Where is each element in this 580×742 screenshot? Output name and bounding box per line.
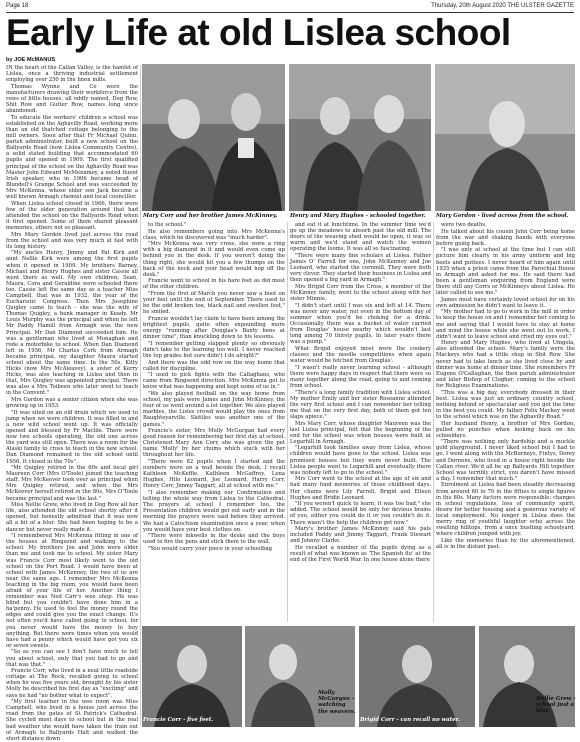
caption-top-right: Mary Gordon - lived across from the school. [436,213,569,219]
article-paragraph: Mary's brother James McKinney said his pals included Paddy and Jimmy Taggart, Frank Stewart and Johnny Clarke. [290,526,431,545]
caption-bottom-3: Brigid Corr - can recall no water. [360,717,460,723]
article-paragraph: "My uncles Henry, Jimmy and Pat Kirk and aunt Nellie Kirk were among the first pupils when it opened in 1909. My brothers Barney, Michael and Henry Hughes and sister Cassie all went there as well. My own children, Sean, Maura, Cora and Geraldine were schooled there too. Cassie left the same day as a teacher Miss Campbell, that was in 1932, the year of the Eucharistic Congress. Then Mrs Josephine Quigley came to teach - she was the wife of Thomas Quigley, a bank manager in Keady. Mr Louis Murphy was the principal and when he left Mr Paddy Hamill from Armagh was the new Principal. Mr Dan Diamond succeeded him. He was a gentleman who lived at Monaghan and rode a motorbike to school. When Dan Diamond left in 1956, Mr Charles Cork from Armagh became principal, my daughter Maura started school about the same time. In the 50s, Kitty Hicks (now Mrs McAleavey), a sister of Kerry Hicks, was also teaching in Lislea and then in that, Mrs Quigley was appointed principal. There was also a Mrs Toibeen who later went to teach in the Convent." [6,250,138,397]
article-paragraph: "I used to pick fights with the Callaghans, who came from Ringsend direction. Mrs McKenna got to know what was happening and kept some of us in." [143,372,285,391]
article-paragraph: He talked about his cousin John Corr being home from the war and shaking hands with everyone before going back. [436,228,575,247]
article-paragraph: Francie went to school in his bare feet as did most of the other children. [143,278,285,291]
article-paragraph: were two deaths. [441,222,487,228]
article-paragraph: "So as you can see I don't have much to tell you about school, only that you had to go and that was that." [6,649,138,668]
photo-francie-corr [142,626,242,727]
article-paragraph: "I was only at school at the time but I can still picture him clearly in his army uniform and big boots and puttees. I never heard of him again until 1935 when a priest came from the Parochial House in Armagh and asked for me. He said there had been a gentleman enquiring from England were there still any Corrs or McKinneys about Lislea. He later called to see me." [436,247,575,297]
article-paragraph: When Lislea school closed in 1966, there were few of the older generation around that had attended the school on the Ballyards Road when it first opened. Some of them shared pleasant memories, others not so pleasant. [6,200,138,231]
caption-top-middle: Henry and Mary Hughes - schooled together. [290,213,426,219]
article-column-4 [436,222,575,622]
article-paragraph: "My mother had to go to work in the mill in order to keep the house on and I remember her coming to me and saying that I would have to stay at home and mind the house while she went out to work. I didn't want to leave school and cried my eyes out." [436,309,575,340]
article-paragraph: IN the heart of the Callan Valley, is the hamlet of Lislea, once a thriving industrial settlement employing over 250 in the linen mills. [6,65,138,84]
article-paragraph: "There were 82 pupils when I started and the numbers were on a wall beside the desk. I recall Kathleen McKeffie, Kathleen McGaffrey, Lena Hughes, Hilo Leonard, Joe Leonard, Harry Corr, Henry Corr, Jimmy Taggart, all at school with me." [143,459,285,490]
article-paragraph: Francie's sister, Mrs Molly McGurgan had every good reason for remembering her first day at school. Christened Mary Ann Corr, she was given the pet name 'Molly' by her chums which stuck with her throughout her life. [143,428,285,459]
article-paragraph: Mrs Brigid Corr from the Cross, a member of the McKinney family, went to the school along with her sister Minnie. [290,283,431,303]
article-column-2 [143,222,285,622]
article-paragraph: "I remembered Mrs McKenna fitting in one of the houses at Ringsend and walking to the school. My brothers Joe and John were older than me and took me to school. My sister Mary was Francis Corr most likely went to the old school on the Port Road. I would have been at school with James McKenney, the two of us are near the same age. I remember Mrs McKenna teaching in the big room, you would have been afraid of your life of her. Another thing I remember was Ned Carr's wee shop. He was blind but you couldn't have done him in a ha'penny. He used to feel the money round the edges and could give you the exact change. It's not often you'd have called going to school, for you never would have the money to buy anything. But there were times when you would have had a penny which would have got you six or seven sweets. [6,533,138,649]
article-column-3 [290,222,431,622]
article-paragraph: "We also played football on the way home from school, my pals were James and John McKinney, the four of us went around a lot together. We also played marbles, the Lisles crowd would play the ones from Baughteyarville. Skittles was another one of the games." [143,391,285,428]
article-paragraph: "There were inkwells in the desks and the boys used to fire the pens and stick them to the wall. [143,533,285,546]
photo-henry-mary-hughes [289,64,431,211]
headline: Early Life at old Lislea school [6,12,511,53]
article-paragraph: "Legarhill took families away from Lislea, whose children would have gone to the school. Lislea was promised houses but they were never built. The Lislea people went to Legarhill and eventually there was nobody left to go to the school." [290,445,431,476]
article-paragraph: He recalled a number of the pupils dying as a result of what was known as 'The Spanish flu' at the end of the First World War. In one house alone there [290,544,431,564]
article-paragraph: Henry and Mary Hughes, who lived at Umgola, also attended the school. Mary's family were the Mackeys who had a little shop in Shit Row. She never had to take lunch as she lived close by and dinner was home at dinner time. She remembers Fr Eugene O'Callaghan, the then parish administrator and later Bishop of Clogher, coming to the school for Religious Examinations. [436,340,575,389]
page-header [6,3,574,12]
article-paragraph: He also remembers going into Mrs McKenna's class, which he discovered was "much harder". [143,228,285,241]
article-paragraph: Mrs Mary Gordon lived just across the road from the school and was very much at fast with its long history. [6,231,138,250]
article-paragraph: Mrs Corr went to the school at the age of six and had many fond memories of those childhood days. Her chums were Lily Farrell, Brigid and Eileen Hughes and Bridie Leonard. [290,476,431,501]
article-paragraph: Mrs Gordon was a senior citizen when she was growing up in 1953. [6,397,138,410]
article-paragraph: And there was the odd row on the way home that called for discipline. [143,359,285,372]
photo-mary-gordon [435,64,575,211]
article-paragraph: James must have certainly loved school for on his own admission he didn't want to leave it. [436,296,575,309]
issue-info: Thursday, 20th August 2020 THE ULSTER GAZETTE [431,3,574,9]
article-paragraph: What Brigid enjoyed most were the cookery classes and the needle competitions when again water would be fetched from Douglas'. [290,345,431,365]
article-paragraph: "If you weren't quick to learn, it was too bad," she added. The school would be only for devious brains of you, either you could do it or you couldn't do it. There wasn't the help the children get now." [290,501,431,526]
article-paragraph: to the school." [148,222,187,228]
article-paragraph: "Mrs McKenna was very cross, she wore a ring with a big diamond in it and would even come up behind you in the desk. If you weren't doing the thing right, she would hit you a few thumps on the back of the neck and your head would hop off the desk." [143,241,285,278]
article-paragraph: "There were many fine scholars at Lislea. Father James O' Farrell for one, John McKenney and Joe Leonard, who started the cornmill. They were both very clever. They started their business in Lislea and then opened a big yard in Armagh." [290,252,431,284]
article-paragraph: Francie wouldn't lay claim to have been among the brightest pupils, quite often expounding more energy "running after Douglas's Banty hens at dinner time", than knuckling down to his lessons. [143,315,285,341]
article-paragraph: Her husband Henry, a brother of Mrs Gordon, pulled no punches when looking back on his schooldays. [436,420,575,439]
caption-top-left: Mary Corr and her brother James McKinney. [143,213,278,219]
column-rule [140,65,141,725]
article-paragraph: "I remember getting slapped plenty so obviously didn't take to the learning too well. I never reached the top grades but sure didn't I do alright?" [143,340,285,359]
article-paragraph: "I also remember making our Confirmation and telling the whole way from Lislea to the Cathedral. The prayers at school I remember too, the Presentation children would get out early and in the morning the prayers were said before they arrived. We had a Catechism examination once a year, when you would have your best clothes on. [143,490,285,533]
article-paragraph: "You would carry your piece in your schoolbag [148,545,272,552]
article-paragraph: "My first teacher in the wee room was Miss Campbell, who lived in a house just across the road from the gates of St Patrick's Cathedral. She cycled most days to school but in the real bad weather she would have taken the train out of Armagh to Ballyards Halt and walked the short distance down [6,699,138,742]
caption-bottom-2: Molly McGurgan - watching the weavers. [318,690,356,715]
article-paragraph: Miss Nellie Grew, who lived in Dog Row all her life, also attended the old school shortly after it opened, but honestly admitted that it was now all a bit of a blur. She had been hoping to be a dancer but never really made it. [6,502,138,533]
article-paragraph: "Mr Quigley retired in the 60s and local girl Maureen Corr (Mrs O'Toole) joined the teaching staff. Mrs McKeever took over as principal when Mrs Quigley retired, and when the Mrs McKeever herself retired in the 80s, Mrs O'Toole became principal and was the last." [6,465,138,502]
article-paragraph: and eat it at lunchtime. In the summer time we'd go up the meadows to absorb past the old mill. The doors of the weaving shed would be open, it was so warm and we'd stand and watch the women operating the looms. It was all so fascinating. [290,222,431,253]
article-paragraph: Thomas Wynne and Co were the manufacturers drawing their workforce from the rows of little houses, all oddly named, Dog Row, Shit Row and Gutter Row, names long since abandoned. [6,83,138,115]
page-number: Page 18 [6,3,29,9]
article-paragraph: "There was nothing only hardship and a muckle gold playground. I never liked school but I had to go. I went along with the McBurneys, Fintys, Dorey and Dornons, who lived in a house right beside the Callan river. We'd all be up Ballyards Hill together. School was terribly strict, you daren't have missed a day. I remember that much." [436,439,575,482]
article-paragraph: Enrolment at Lislea had been steadily decreasing from around 60 to 70 in the fifties to single figures in the 80s. Many factors were responsible: changes in school regulations, loss of community spirit, desire for better housing and a generous variety of local employment. No longer in Lislea does the merry ring of youthful laughter echo across the swelling hilltops, from a once bustling schoolyard, where children jumped with joy. [436,482,575,538]
column-rule [287,222,288,622]
article-paragraph: "This was a big day, everybody dressed in their best. Lislea was just an ordinary country school, nothing behind or spectacular and you got the time in the best you could. My father Felix Mackey went to the school which was on the Aghavilly Road." [436,389,575,420]
article-paragraph: "From the first of March you never saw a boot on your feet until the end of September. There used to be the odd broken toe, black nail and swollen foot," he smiled. [143,291,285,316]
article-paragraph: "I wasn't really never learning school - although there were happy days in respect that there were so many together along the road, going to and coming from school. [290,364,431,389]
column-rule [433,222,434,622]
article-column-1 [6,65,138,742]
article-paragraph: Francie Corr, who lived in a neat little roadside cottage at The Rock, recalled going to school when he was five years old, brought by his sister Molly he described his first day as "exciting" and says he had "no bother what to expect". [6,668,138,699]
article-paragraph: "It was sited on an old drain which we used to jump when we were children. It was filled in and a new wild school went up. It was officially opened and blessed by Fr Maclile. There were now two schools operating, the old one across the yard was still open. There was a room for the Alaski family to cross to teach in the new school. Dan Diamond remained in the old school until 1956. It closed in the 70s". [6,409,138,465]
photo-brigid-corr [359,626,475,727]
article-paragraph: "I didn't start until I was six and left at 14. There was never any water, not even in the bottom day of summer when you'd be choking for a drink. Occasionally there was a bucket of water carried from Douglas' house nearby which wouldn't last long among 70 thirsty pupils. In later years there was a pump." [290,302,431,346]
article-paragraph: "There's a long family tradition with Lislea school. My mother Emily and her sister Roseanne attended the very first school and I can remember her telling me that on the very first day, both of them got ten slaps apiece." [290,389,431,420]
photo-corr-mckinney [142,64,285,211]
caption-bottom-1: Francie Corr - five feet. [143,717,214,723]
article-paragraph: To educate the workers' children a school was established on the Aghavilly Road, working more than an old thatched cottage belonging to the mill owners. Soon after that Fr Michael Quinn, parish administrator, built a new school on the Ballyards Road (now Lislea Community Centre), a solid stated building that accommodated 60 pupils and opened in 1909. The first qualified principal of the school on the Aghavilly Road was Master John Edward McMenamey, a noted fluent Irish speaker, who in 1906 became head of Blundell's Grange School and was succeeded by Mrs McKenna, whose elder son Jack became a well known Armagh chemist and local councillor. [6,114,138,200]
article-paragraph: Mrs Mary Corr, whose daughter Maureen was the last Lislea principal, felt that the beginning of the end for the school was when houses were built at Legarhill in Armagh. [290,420,431,445]
caption-bottom-4: Nellie Grew - school just a blur. [536,696,576,715]
article-paragraph: Like the memories than by the aforementioned, all is in the distant past. [436,537,575,550]
byline: by JOE McMANUS [6,57,56,63]
